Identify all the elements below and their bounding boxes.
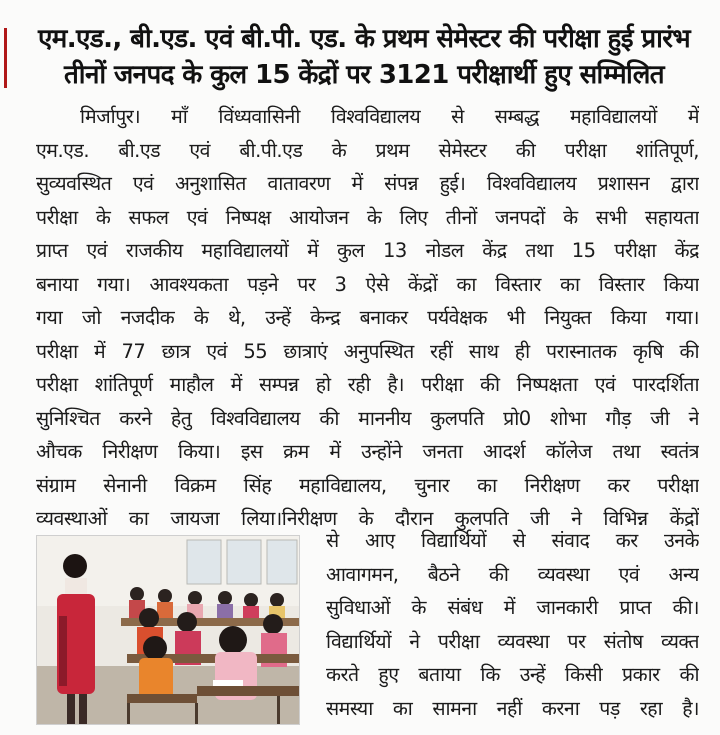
side-line: से आए विद्यार्थियों से संवाद कर उनके bbox=[326, 529, 699, 552]
side-line: सुविधाओं के संबंध में जानकारी प्राप्त की। bbox=[326, 596, 699, 619]
body-line: प्राप्त एवं राजकीय महाविद्यालयों में कुल 13 नोडल केंद्र तथा 15 परीक्षा केंद्र bbox=[36, 239, 699, 262]
side-line: समस्या का सामना नहीं करना पड़ रहा है। bbox=[326, 696, 699, 720]
body-line: सुव्यवस्थित एवं अनुशासित वातावरण में संपन्न हुई। विश्वविद्यालय प्रशासन द्वारा bbox=[36, 172, 699, 195]
body-line: मिर्जापुर। माँ विंध्यवासिनी विश्वविद्यालय से सम्बद्ध महाविद्यालयों में bbox=[80, 105, 699, 128]
body-line: औचक निरीक्षण किया। इस क्रम में उन्होंने जनता आदर्श कॉलेज तथा स्वतंत्र bbox=[36, 440, 699, 463]
body-line: संग्राम सेनानी विक्रम सिंह महाविद्यालय, चुनार का निरीक्षण कर परीक्षा bbox=[36, 473, 699, 497]
body-line: परीक्षा में 77 छात्र एवं 55 छात्राएं अनुपस्थित रहीं साथ ही परास्नातक कृषि की bbox=[36, 339, 699, 363]
body-line: एम.एड. बी.एड एवं बी.पी.एड के प्रथम सेमेस्टर की परीक्षा शांतिपूर्ण, bbox=[36, 138, 699, 162]
body-line: बनाया गया। आवश्यकता पड़ने पर 3 ऐसे केंद्रों का विस्तार का विस्तार किया bbox=[36, 272, 699, 296]
body-line: सुनिश्चित करने हेतु विश्वविद्यालय की माननीय कुलपति प्रो0 शोभा गौड़ जी ने bbox=[36, 406, 699, 430]
side-line: विद्यार्थियों ने परीक्षा व्यवस्था पर संतोष व्यक्त bbox=[326, 629, 699, 653]
side-line: आवागमन, बैठने की व्यवस्था एवं अन्य bbox=[326, 562, 699, 586]
exam-hall-photo bbox=[36, 535, 300, 725]
headline-line-2: तीनों जनपद के कुल 15 केंद्रों पर 3121 परीक्षार्थी हुए सम्मिलित bbox=[63, 60, 664, 90]
body-line: परीक्षा शांतिपूर्ण माहौल में सम्पन्न हो रही है। परीक्षा की निष्पक्षता एवं पारदर्शिता bbox=[36, 373, 699, 396]
exam-hall-illustration bbox=[37, 536, 299, 724]
body-line: व्यवस्थाओं का जायजा लिया।निरीक्षण के दौरान कुलपति जी ने विभिन्न केंद्रों bbox=[36, 507, 699, 530]
headline-line-1: एम.एड., बी.एड. एवं बी.पी. एड. के प्रथम सेमेस्टर की परीक्षा हुई प्रारंभ bbox=[38, 24, 690, 54]
side-line: करते हुए बताया कि उन्हें किसी प्रकार की bbox=[326, 663, 699, 686]
accent-rule bbox=[4, 28, 7, 88]
article-side-column bbox=[326, 524, 699, 725]
body-line: परीक्षा के सफल एवं निष्पक्ष आयोजन के लिए तीनों जनपदों के सभी सहायता bbox=[36, 205, 699, 229]
article-body bbox=[36, 100, 699, 536]
body-line: गया जो नजदीक के थे, उन्हें केन्द्र बनाकर पर्यवेक्षक भी नियुक्त किया गया। bbox=[36, 306, 699, 329]
